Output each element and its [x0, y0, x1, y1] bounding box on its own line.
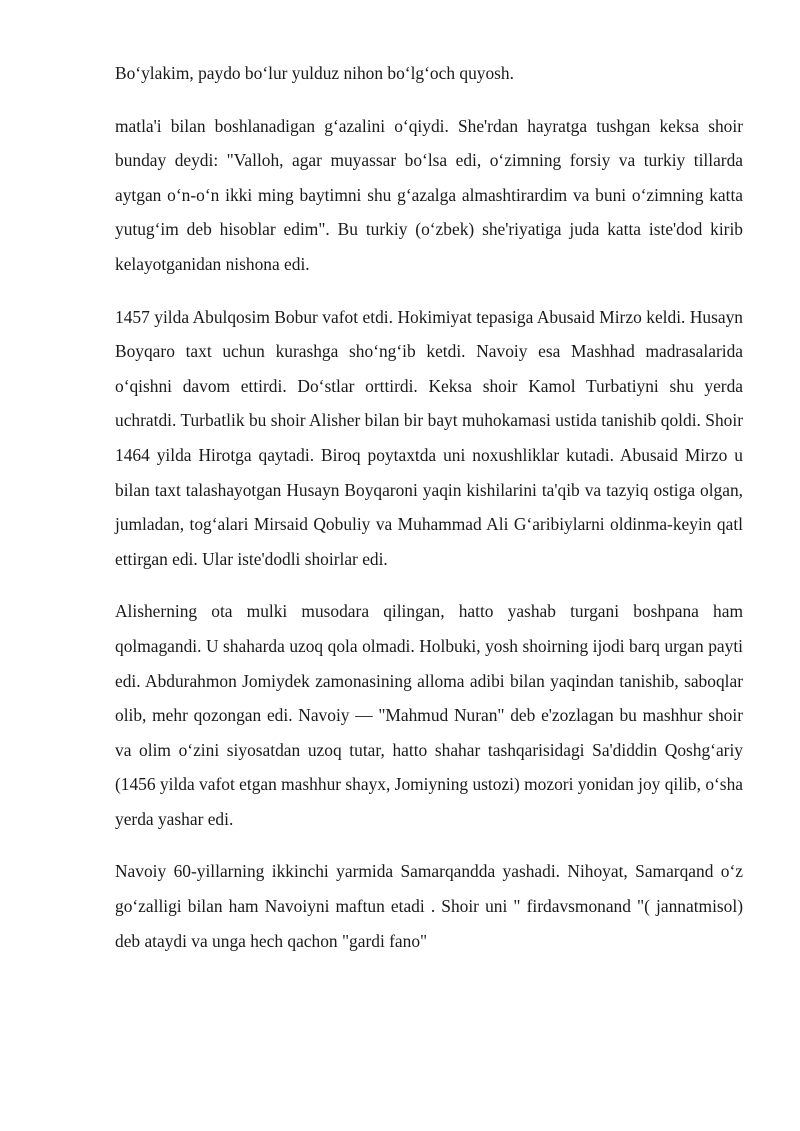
paragraph: 1457 yilda Abulqosim Bobur vafot etdi. Hokimiyat tepasiga Abusaid Mirzo keldi. Husayn Boyqaro taxt uchun kurashga sho‘ng‘ib ketdi. Navoiy esa Mashhad madrasalarida o‘qishni davom ettirdi. Do‘stlar orttirdi. Keksa shoir Kamol Turbatiyni shu yerda uchratdi. Turbatlik bu shoir Alisher bilan bir bayt muhokamasi ustida tanishib qoldi. Shoir 1464 yilda Hirotga qaytadi. Biroq poytaxtda uni noxushliklar kutadi. Abusaid Mirzo u bilan taxt talashayotgan Husayn Boyqaroni yaqin kishilarini ta'qib va tazyiq ostiga olgan, jumladan, tog‘alari Mirsaid Qobuliy va Muhammad Ali G‘aribiylarni oldinma-keyin qatl ettirgan edi. Ular iste'dodli shoirlar edi.: [115, 306, 743, 569]
paragraph: Alisherning ota mulki musodara qilingan, hatto yashab turgani boshpana ham qolmagandi. U shaharda uzoq qola olmadi. Holbuki, yosh shoirning ijodi barq urgan payti edi. Abdurahmon Jomiydek zamonasining alloma adibi bilan yaqindan tanishib, saboqlar olib, mehr qozongan edi. Navoiy — "Mahmud Nuran" deb e'zozlagan bu mashhur shoir va olim o‘zini siyosatdan uzoq tutar, hatto shahar tashqarisidagi Sa'diddin Qoshg‘ariy (1456 yilda vafot etgan mashhur shayx, Jomiyning ustozi) mozori yonidan joy qilib, o‘sha yerda yashar edi.: [115, 601, 743, 829]
document-page: [115, 56, 743, 976]
paragraph: matla'i bilan boshlanadigan g‘azalini o‘qiydi. She'rdan hayratga tushgan keksa shoir bunday deydi: "Valloh, agar muyassar bo‘lsa edi, o‘zimning forsiy va turkiy tillarda aytgan o‘n-o‘n ikki ming baytimni shu g‘azalga almashtirardim va buni o‘zimning katta yutug‘im deb hisoblar edim". Bu turkiy (o‘zbek) she'riyatiga juda katta iste'dod kirib kelayotganidan nishona edi.: [115, 115, 743, 274]
verse-line: Bo‘ylakim, paydo bo‘lur yulduz nihon bo‘lg‘och quyosh.: [115, 63, 514, 83]
paragraph: Navoiy 60-yillarning ikkinchi yarmida Samarqandda yashadi. Nihoyat, Samarqand o‘z go‘zalligi bilan ham Navoiyni maftun etadi . Shoir uni " firdavsmonand "( jannatmisol) deb ataydi va unga hech qachon "gardi fano": [115, 861, 743, 951]
